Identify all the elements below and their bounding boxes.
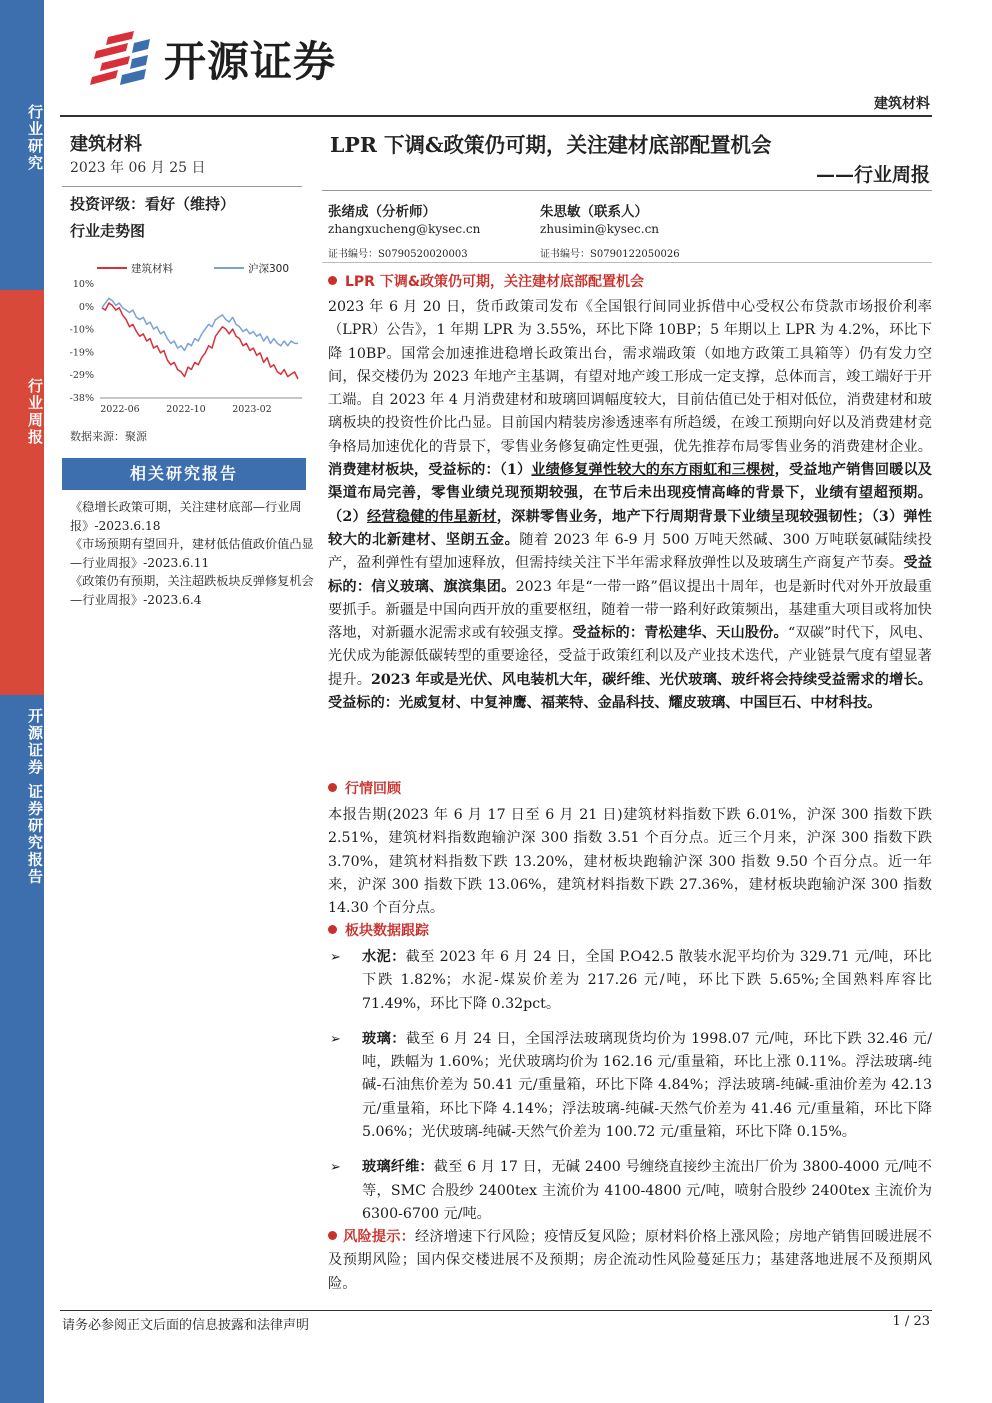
arrow-right-icon: ➢	[330, 950, 341, 965]
header-category: 建筑材料	[874, 96, 930, 112]
industry-trend-chart	[62, 256, 306, 422]
section-heading: 板块数据跟踪	[328, 920, 429, 940]
sidebar-label-brand: 开源证券 证券研究报告	[26, 708, 44, 886]
bullet-dot-icon	[328, 1231, 337, 1240]
author-cert: 证书编号：S0790122050026	[540, 249, 680, 260]
related-reports-list	[70, 498, 316, 609]
header-divider	[60, 115, 932, 117]
y-tick-label: 10%	[72, 279, 94, 290]
page-number: 1 / 23	[892, 1314, 930, 1329]
left-sidebar-strip	[0, 0, 44, 1403]
industry-name: 建筑材料	[70, 134, 142, 155]
report-subtitle: ——行业周报	[815, 164, 930, 186]
section-heading: 行情回顾	[328, 778, 401, 798]
y-tick-label: -19%	[69, 347, 94, 359]
y-tick-label: -10%	[69, 324, 94, 336]
arrow-right-icon: ➢	[330, 1031, 341, 1047]
footer-disclaimer: 请务必参阅正文后面的信息披露和法律声明	[62, 1318, 310, 1333]
y-tick-label: -29%	[69, 370, 94, 382]
author-name: 张绪成（分析师）	[328, 204, 436, 220]
section-heading: LPR 下调&政策仍可期，关注建材底部配置机会	[328, 271, 644, 291]
x-tick-label: 2023-02	[232, 404, 272, 415]
footer-divider	[60, 1310, 932, 1311]
x-tick-label: 2022-10	[166, 404, 206, 415]
y-tick-label: 0%	[78, 301, 94, 313]
related-report-item[interactable]: 《政策仍有预期，关注超跌板块反弹修复机会—行业周报》-2023.6.4	[70, 574, 314, 607]
author-cert: 证书编号：S0790520020003	[328, 249, 468, 260]
left-sidebar-highlight	[0, 290, 44, 695]
investment-rating: 投资评级：看好（维持）	[70, 195, 236, 213]
arrow-right-icon: ➢	[330, 1160, 341, 1176]
brand-name: 开源证券	[164, 37, 337, 86]
series-line-csi300	[102, 298, 298, 350]
sidebar-label-weekly: 行业周报	[26, 378, 44, 446]
brand-logo	[88, 28, 336, 90]
legend-label: 建筑材料	[131, 263, 173, 275]
chart-source: 数据来源：聚源	[70, 430, 147, 443]
related-reports-header: 相关研究报告	[62, 458, 306, 490]
bullet-dot-icon	[328, 783, 337, 792]
brand-logo-icon	[88, 29, 154, 89]
author-divider-bottom	[322, 262, 932, 263]
report-date: 2023 年 06 月 25 日	[70, 160, 206, 176]
author-email[interactable]: zhusimin@kysec.cn	[540, 222, 660, 236]
risk-warning: 风险提示：经济增速下行风险；疫情反复风险；原材料价格上涨风险；房地产销售回暖进展不及预期风险；国内保交楼进展不及预期；房企流动性风险蔓延压力；基建落地进展不及预期风险。	[328, 1229, 932, 1292]
market-review-paragraph: 本报告期(2023 年 6 月 17 日至 6 月 21 日)建筑材料指数下跌 6.01%，沪深 300 指数下跌 2.51%，建筑材料指数跑输沪深 300 指数 3.51 个百分点。近三个月来，沪深 300 指数下跌 3.70%，建筑材料指数下跌 13.20%，建材板块跑输沪深 300 指数 9.50 个百分点。近一年来，沪深 300 指数下跌 13.06%，建筑材料指数下跌 27.36%，建材板块跑输沪深 300 指数 14.30 个百分点。	[328, 807, 932, 917]
trend-chart-title: 行业走势图	[70, 222, 146, 240]
related-report-item[interactable]: 《稳增长政策可期，关注建材底部—行业周报》-2023.6.18	[70, 500, 302, 533]
sector-item-glass: ➢ 玻璃：截至 6 月 24 日，全国浮法玻璃现货均价为 1998.07 元/吨，环比下跌 32.46 元/吨，跌幅为 1.60%；光伏玻璃均价为 162.16 元/重量箱，环比上涨 0.11%。浮法玻璃-纯碱-石油焦价差为 50.41 元/重量箱，环比下降 4.84%；浮法玻璃-纯碱-重油价差为 42.13 元/重量箱，环比下降 4.14%；浮法玻璃-纯碱-天然气价差为 41.46 元/重量箱，环比下降 5.06%；光伏玻璃-纯碱-天然气价差为 100.72 元/重量箱，环比下降 0.15%。	[328, 1028, 932, 1144]
report-title: LPR 下调&政策仍可期，关注建材底部配置机会	[330, 133, 772, 157]
left-divider	[62, 186, 302, 187]
y-tick-label: -38%	[69, 393, 94, 404]
sector-item-cement: ➢ 水泥：截至 2023 年 6 月 24 日，全国 P.O42.5 散装水泥平均价为 329.71 元/吨，环比下跌 1.82%；水泥-煤炭价差为 217.26 元/吨，环比下跌 5.65%;全国熟料库容比 71.49%，环比下降 0.32pct。	[328, 946, 932, 1016]
author-divider	[322, 190, 932, 191]
summary-paragraph: 2023 年 6 月 20 日，货币政策司发布《全国银行间同业拆借中心受权公布贷款市场报价利率（LPR）公告》，1 年期 LPR 为 3.55%，环比下降 10BP；5 年期以上 LPR 为 4.2%，环比下降 10BP。国常会加速推进稳增长政策出台，需求端政策（如地方政策工具箱等）仍有发力空间，保交楼仍为 2023 年地产主基调，有望对地产竣工形成一定支撑，总体而言，竣工端好于开工端。自 2023 年 4 月消费建材和玻璃回调幅度较大，目前估值已处于相对低位，消费建材和玻璃板块的投资性价比凸显。目前国内精装房渗透速率有所趋缓，在竣工预期向好以及消费建材竞争格局加速优化的背景下，零售业务修复确定性更强，优先推荐布局零售业务的消费建材企业。消费建材板块，受益标的：（1）业绩修复弹性较大的东方雨虹和三棵树，受益地产销售回暖以及渠道布局完善，零售业绩兑现预期较强，在节后未出现疫情高峰的背景下，业绩有望超预期。（2）经营稳健的伟星新材，深耕零售业务，地产下行周期背景下业绩呈现较强韧性；（3）弹性较大的北新建材、坚朗五金。随着 2023 年 6-9 月 500 万吨天然碱、300 万吨联氨碱陆续投产，盈利弹性有望加速释放，但需持续关注下半年需求释放弹性以及玻璃生产商复产节奏。受益标的：信义玻璃、旗滨集团。2023 年是“一带一路”倡议提出十周年，也是新时代对外开放最重要抓手。新疆是中国向西开放的重要枢纽，随着一带一路利好政策频出，基建重大项目或将加快落地，对新疆水泥需求或有较强支撑。受益标的：青松建华、天山股份。“双碳”时代下，风电、光伏成为能源低碳转型的重要途径，受益于政策红利以及产业技术迭代，产业链景气度有望显著提升。2023 年或是光伏、风电装机大年，碳纤维、光伏玻璃、玻纤将会持续受益需求的增长。受益标的：光威复材、中复神鹰、福莱特、金晶科技、耀皮玻璃、中国巨石、中材科技。	[328, 299, 932, 712]
sidebar-label-research: 行业研究	[26, 104, 44, 172]
legend-label: 沪深300	[248, 263, 290, 275]
sector-item-fiberglass: ➢ 玻璃纤维：截至 6 月 17 日，无碱 2400 号缠绕直接纱主流出厂价为 3800-4000 元/吨不等，SMC 合股纱 2400tex 主流价为 4100-4800 元/吨，喷射合股纱 2400tex 主流价为 6300-6700 元/吨。	[328, 1156, 932, 1226]
sector-data-list	[328, 946, 932, 1238]
x-tick-label: 2022-06	[100, 404, 140, 415]
bullet-dot-icon	[328, 925, 337, 934]
related-report-item[interactable]: 《市场预期有望回升，建材低估值政价值凸显—行业周报》-2023.6.11	[70, 537, 314, 570]
author-name: 朱思敏（联系人）	[540, 204, 648, 220]
bullet-dot-icon	[328, 276, 337, 285]
author-email[interactable]: zhangxucheng@kysec.cn	[328, 222, 481, 236]
